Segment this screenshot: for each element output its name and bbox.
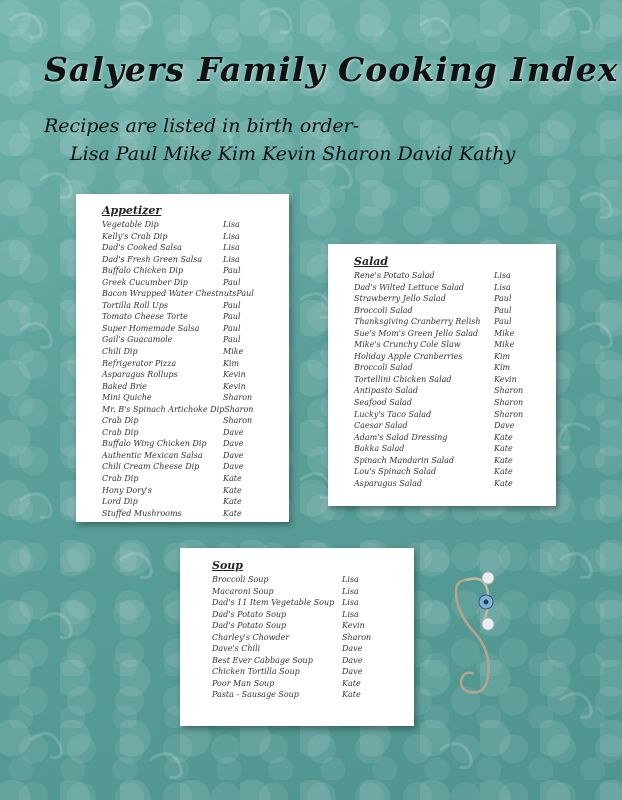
salad-contributor: Mike (494, 328, 515, 338)
salad-recipe-name: Dad's Wilted Lettuce Salad (354, 282, 465, 292)
appetizer-row (102, 369, 259, 381)
salad-row (354, 478, 530, 490)
appetizer-recipe-name: Crab Dip (102, 416, 139, 426)
salad-card (328, 244, 556, 506)
appetizer-contributor: Kate (223, 497, 242, 507)
appetizer-recipe-name: Vegetable Dip (102, 220, 159, 229)
appetizer-recipe-name: Buffalo Chicken Dip (102, 266, 184, 276)
appetizer-contributor: Dave (223, 427, 244, 437)
appetizer-row (102, 508, 259, 520)
appetizer-contributor: Kate (223, 474, 242, 484)
appetizer-row (102, 415, 259, 427)
appetizer-card (76, 194, 289, 522)
salad-recipe-name: Spinach Mandarin Salad (354, 455, 455, 465)
soup-row (212, 574, 378, 586)
salad-contributor: Lisa (494, 271, 511, 280)
salad-contributor: Lisa (494, 282, 511, 292)
decorative-wire-pin (448, 560, 508, 710)
soup-row (212, 586, 378, 598)
appetizer-recipe-name: Stuffed Mushrooms (102, 508, 182, 518)
soup-contributor: Kevin (342, 621, 365, 631)
salad-row (354, 351, 530, 363)
salad-row (354, 397, 530, 409)
page-subtitle (44, 112, 515, 168)
appetizer-contributor: Mike (223, 347, 244, 357)
appetizer-recipe-name: Kelly's Crab Dip (102, 231, 168, 241)
appetizer-contributor: Kevin (223, 370, 246, 380)
appetizer-recipe-name: Crab Dip (102, 427, 139, 437)
soup-row (212, 597, 378, 609)
appetizer-recipe-name: Dad's Fresh Green Salsa (102, 254, 203, 264)
appetizer-contributor: Lisa (223, 254, 240, 264)
appetizer-contributor: Dave (223, 450, 244, 460)
salad-row (354, 328, 530, 340)
appetizer-recipe-name: Asparagus Rollups (102, 370, 178, 380)
appetizer-row (102, 496, 259, 508)
soup-heading: Soup (212, 559, 243, 572)
appetizer-contributor: Sharon (224, 404, 254, 414)
appetizer-row (102, 242, 259, 254)
appetizer-recipe-name: Tomato Cheese Torte (102, 312, 188, 322)
soup-contributor: Lisa (342, 586, 359, 596)
appetizer-row (102, 323, 259, 335)
appetizer-recipe-name: Baked Brie (102, 381, 147, 391)
salad-row (354, 432, 530, 444)
salad-contributor: Paul (494, 294, 512, 304)
salad-row (354, 385, 530, 397)
salad-recipe-name: Broccoli Salad (354, 363, 413, 373)
appetizer-list (102, 219, 259, 519)
salad-recipe-name: Mike's Crunchy Cole Slaw (354, 340, 461, 350)
salad-row (354, 455, 530, 467)
salad-recipe-name: Sue's Mom's Green Jello Salad (354, 328, 479, 338)
salad-contributor: Kim (494, 351, 511, 361)
salad-recipe-name: Bakka Salad (354, 444, 405, 454)
appetizer-recipe-name: Gail's Guacamole (102, 335, 173, 345)
appetizer-contributor: Dave (223, 439, 244, 449)
soup-contributor: Lisa (342, 598, 359, 608)
soup-row (212, 689, 378, 701)
soup-recipe-name: Pasta - Sausage Soup (212, 690, 299, 700)
soup-row (212, 620, 378, 632)
appetizer-row (102, 427, 259, 439)
appetizer-contributor: Kate (223, 485, 242, 495)
appetizer-contributor: Paul (223, 300, 241, 310)
appetizer-row (102, 461, 259, 473)
appetizer-contributor: Sharon (223, 416, 253, 426)
soup-contributor: Sharon (342, 632, 372, 642)
appetizer-contributor: Paul (236, 289, 254, 299)
soup-card (180, 548, 414, 726)
appetizer-row (102, 311, 259, 323)
salad-contributor: Kate (494, 455, 513, 465)
soup-recipe-name: Dave's Chili (212, 644, 261, 654)
appetizer-contributor: Kate (223, 508, 242, 518)
appetizer-row (102, 288, 259, 300)
salad-recipe-name: Broccoli Salad (354, 305, 413, 315)
salad-contributor: Sharon (494, 398, 524, 408)
appetizer-row (102, 381, 259, 393)
appetizer-contributor: Kevin (223, 381, 246, 391)
appetizer-recipe-name: Tortilla Roll Ups (102, 300, 169, 310)
salad-recipe-name: Asparagus Salad (354, 478, 422, 488)
appetizer-row (102, 346, 259, 358)
appetizer-recipe-name: Hony Dory's (102, 485, 152, 495)
soup-recipe-name: Chicken Tortilla Soup (212, 667, 300, 677)
appetizer-recipe-name: Buffalo Wing Chicken Dip (102, 439, 207, 449)
appetizer-recipe-name: Bacon Wrapped Water Chestnuts (102, 289, 237, 299)
soup-contributor: Lisa (342, 575, 359, 584)
appetizer-row (102, 485, 259, 497)
appetizer-row (102, 450, 259, 462)
soup-recipe-name: Charley's Chowder (212, 632, 290, 642)
appetizer-row (102, 358, 259, 370)
salad-row (354, 362, 530, 374)
appetizer-contributor: Paul (223, 323, 241, 333)
soup-row (212, 643, 378, 655)
salad-row (354, 466, 530, 478)
salad-recipe-name: Thanksgiving Cranberry Relish (354, 317, 481, 327)
appetizer-row (102, 231, 259, 243)
salad-recipe-name: Antipasto Salad (354, 386, 418, 396)
salad-row (354, 270, 530, 282)
salad-recipe-name: Lou's Spinach Salad (354, 467, 437, 477)
appetizer-recipe-name: Dad's Cooked Salsa (102, 243, 182, 253)
salad-contributor: Sharon (494, 386, 524, 396)
soup-contributor: Dave (342, 667, 363, 677)
soup-contributor: Dave (342, 655, 363, 665)
soup-row (212, 666, 378, 678)
appetizer-row (102, 473, 259, 485)
appetizer-contributor: Paul (223, 266, 241, 276)
subtitle-line-1: Recipes are listed in birth order- (44, 115, 360, 137)
salad-recipe-name: Holiday Apple Cranberries (354, 351, 463, 361)
salad-row (354, 443, 530, 455)
salad-row (354, 305, 530, 317)
appetizer-contributor: Paul (223, 277, 241, 287)
appetizer-row (102, 404, 259, 416)
salad-contributor: Kate (494, 478, 513, 488)
soup-contributor: Kate (342, 678, 361, 688)
soup-row (212, 655, 378, 667)
salad-recipe-name: Lucky's Taco Salad (354, 409, 432, 419)
appetizer-heading: Appetizer (102, 204, 162, 217)
appetizer-row (102, 277, 259, 289)
appetizer-row (102, 334, 259, 346)
soup-recipe-name: Macaroni Soup (212, 586, 274, 596)
appetizer-contributor: Paul (223, 335, 241, 345)
appetizer-contributor: Lisa (223, 231, 240, 241)
salad-contributor: Mike (494, 340, 515, 350)
salad-recipe-name: Strawberry Jello Salad (354, 294, 446, 304)
salad-recipe-name: Caesar Salad (354, 421, 408, 431)
salad-list (354, 270, 530, 489)
soup-row (212, 609, 378, 621)
salad-row (354, 374, 530, 386)
appetizer-recipe-name: Super Homemade Salsa (102, 323, 200, 333)
soup-contributor: Kate (342, 690, 361, 700)
salad-row (354, 316, 530, 328)
appetizer-contributor: Lisa (223, 243, 240, 253)
soup-contributor: Lisa (342, 609, 359, 619)
salad-heading: Salad (354, 255, 389, 268)
appetizer-contributor: Sharon (223, 393, 253, 403)
soup-recipe-name: Dad's 11 Item Vegetable Soup (212, 598, 335, 608)
salad-row (354, 282, 530, 294)
appetizer-recipe-name: Chili Dip (102, 347, 138, 357)
salad-contributor: Paul (494, 317, 512, 327)
salad-contributor: Sharon (494, 409, 524, 419)
subtitle-line-2: Lisa Paul Mike Kim Kevin Sharon David Kathy (70, 143, 516, 165)
salad-recipe-name: Seafood Salad (354, 398, 412, 408)
salad-row (354, 420, 530, 432)
appetizer-recipe-name: Lord Dip (102, 497, 138, 507)
appetizer-row (102, 265, 259, 277)
salad-contributor: Kate (494, 467, 513, 477)
salad-recipe-name: Tortellini Chicken Salad (354, 374, 452, 384)
soup-row (212, 632, 378, 644)
salad-recipe-name: Rene's Potato Salad (354, 271, 435, 280)
appetizer-recipe-name: Crab Dip (102, 474, 139, 484)
appetizer-row (102, 219, 259, 231)
appetizer-row (102, 254, 259, 266)
salad-row (354, 293, 530, 305)
soup-list (212, 574, 378, 701)
salad-recipe-name: Adam's Salad Dressing (354, 432, 448, 442)
salad-contributor: Kate (494, 444, 513, 454)
soup-contributor: Dave (342, 644, 363, 654)
appetizer-contributor: Paul (223, 312, 241, 322)
appetizer-recipe-name: Mini Quiche (102, 393, 152, 403)
appetizer-contributor: Lisa (223, 220, 240, 229)
appetizer-recipe-name: Refrigerator Pizza (102, 358, 177, 368)
appetizer-recipe-name: Chili Cream Cheese Dip (102, 462, 200, 472)
appetizer-recipe-name: Mr. B's Spinach Artichoke Dip (102, 404, 225, 414)
appetizer-row (102, 392, 259, 404)
soup-recipe-name: Poor Man Soup (212, 678, 275, 688)
salad-contributor: Kim (494, 363, 511, 373)
appetizer-recipe-name: Authentic Mexican Salsa (102, 450, 203, 460)
salad-contributor: Paul (494, 305, 512, 315)
salad-contributor: Kevin (494, 374, 517, 384)
appetizer-row (102, 438, 259, 450)
soup-recipe-name: Dad's Potato Soup (212, 621, 287, 631)
salad-contributor: Kate (494, 432, 513, 442)
soup-recipe-name: Broccoli Soup (212, 575, 269, 584)
salad-row (354, 339, 530, 351)
appetizer-contributor: Kim (223, 358, 240, 368)
salad-contributor: Dave (494, 421, 515, 431)
soup-row (212, 678, 378, 690)
appetizer-recipe-name: Greek Cucumber Dip (102, 277, 188, 287)
appetizer-contributor: Dave (223, 462, 244, 472)
page-title: Salyers Family Cooking Index (44, 50, 619, 89)
appetizer-row (102, 300, 259, 312)
soup-recipe-name: Dad's Potato Soup (212, 609, 287, 619)
soup-recipe-name: Best Ever Cabbage Soup (212, 655, 313, 665)
salad-row (354, 409, 530, 421)
